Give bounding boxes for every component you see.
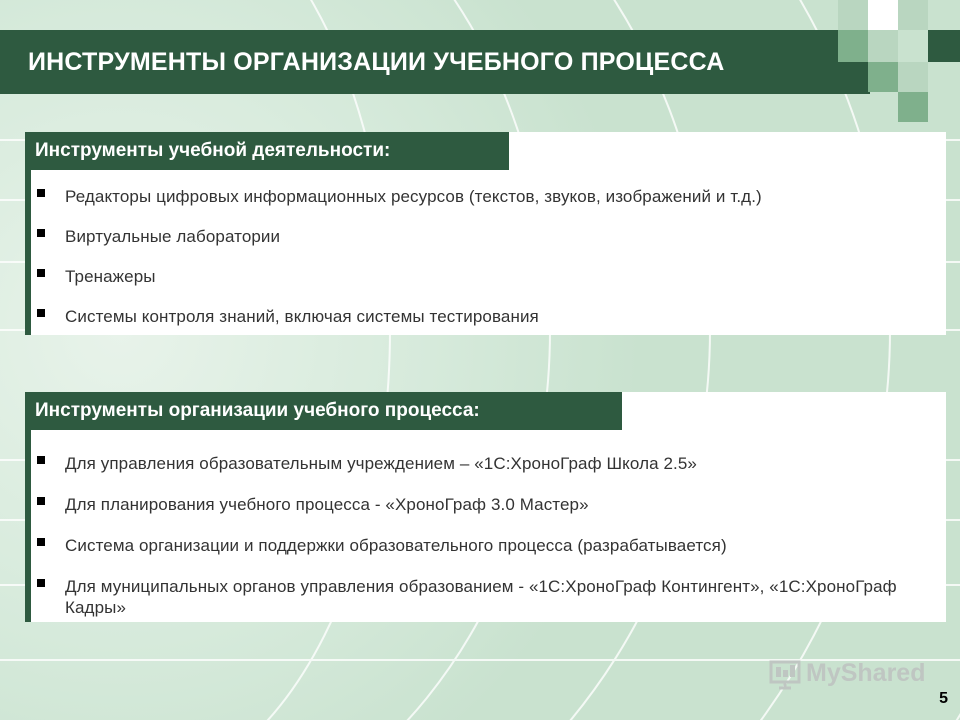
- bullet-icon: [37, 579, 45, 587]
- section-learning-tools: [25, 132, 946, 335]
- bullet-icon: [37, 269, 45, 277]
- decor-square: [898, 92, 928, 122]
- bullet-icon: [37, 497, 45, 505]
- list-item-text: Виртуальные лаборатории: [65, 227, 281, 246]
- decor-square: [868, 30, 898, 62]
- decor-square: [838, 30, 868, 62]
- list-item-text: Системы контроля знаний, включая системы тестирования: [65, 307, 539, 326]
- decor-square: [838, 0, 868, 30]
- list-item: [31, 535, 946, 556]
- decor-square: [898, 62, 928, 92]
- list-item-text: Для управления образовательным учреждением – «1С:ХроноГраф Школа 2.5»: [65, 454, 697, 473]
- list-item-text: Редакторы цифровых информационных ресурсов (текстов, звуков, изображений и т.д.): [65, 187, 762, 206]
- watermark-text: MyShared: [806, 658, 926, 687]
- title-bar: [0, 30, 870, 94]
- bullet-icon: [37, 229, 45, 237]
- decor-square: [928, 30, 960, 62]
- section-process-tools: [25, 392, 946, 622]
- section-header: Инструменты организации учебного процесса:: [25, 392, 622, 430]
- page-number: 5: [939, 690, 948, 707]
- myshared-logo: [768, 655, 925, 691]
- list-item: [31, 186, 946, 207]
- list-item: [31, 306, 946, 327]
- list-item: [31, 266, 946, 287]
- bullet-icon: [37, 456, 45, 464]
- decor-square: [868, 0, 898, 30]
- list-item-text: Для муниципальных органов управления образованием - «1С:ХроноГраф Контингент», «1С:ХроноГраф Кадры»: [65, 577, 897, 617]
- decor-square: [898, 0, 928, 30]
- bullet-icon: [37, 189, 45, 197]
- bullet-icon: [37, 309, 45, 317]
- list-item: [31, 576, 945, 618]
- page-title: ИНСТРУМЕНТЫ ОРГАНИЗАЦИИ УЧЕБНОГО ПРОЦЕССА: [28, 48, 725, 76]
- bullet-icon: [37, 538, 45, 546]
- list-item-text: Для планирования учебного процесса - «ХроноГраф 3.0 Мастер»: [65, 495, 589, 514]
- list-item-text: Тренажеры: [65, 267, 156, 286]
- list-item-text: Система организации и поддержки образовательного процесса (разрабатывается): [65, 536, 727, 555]
- list-item: [31, 453, 946, 474]
- list-item: [31, 226, 946, 247]
- section-header: Инструменты учебной деятельности:: [25, 132, 509, 170]
- item-list: [31, 186, 946, 327]
- decor-square: [868, 62, 898, 92]
- item-list: [31, 453, 946, 618]
- list-item: [31, 494, 946, 515]
- presentation-icon: [768, 656, 802, 690]
